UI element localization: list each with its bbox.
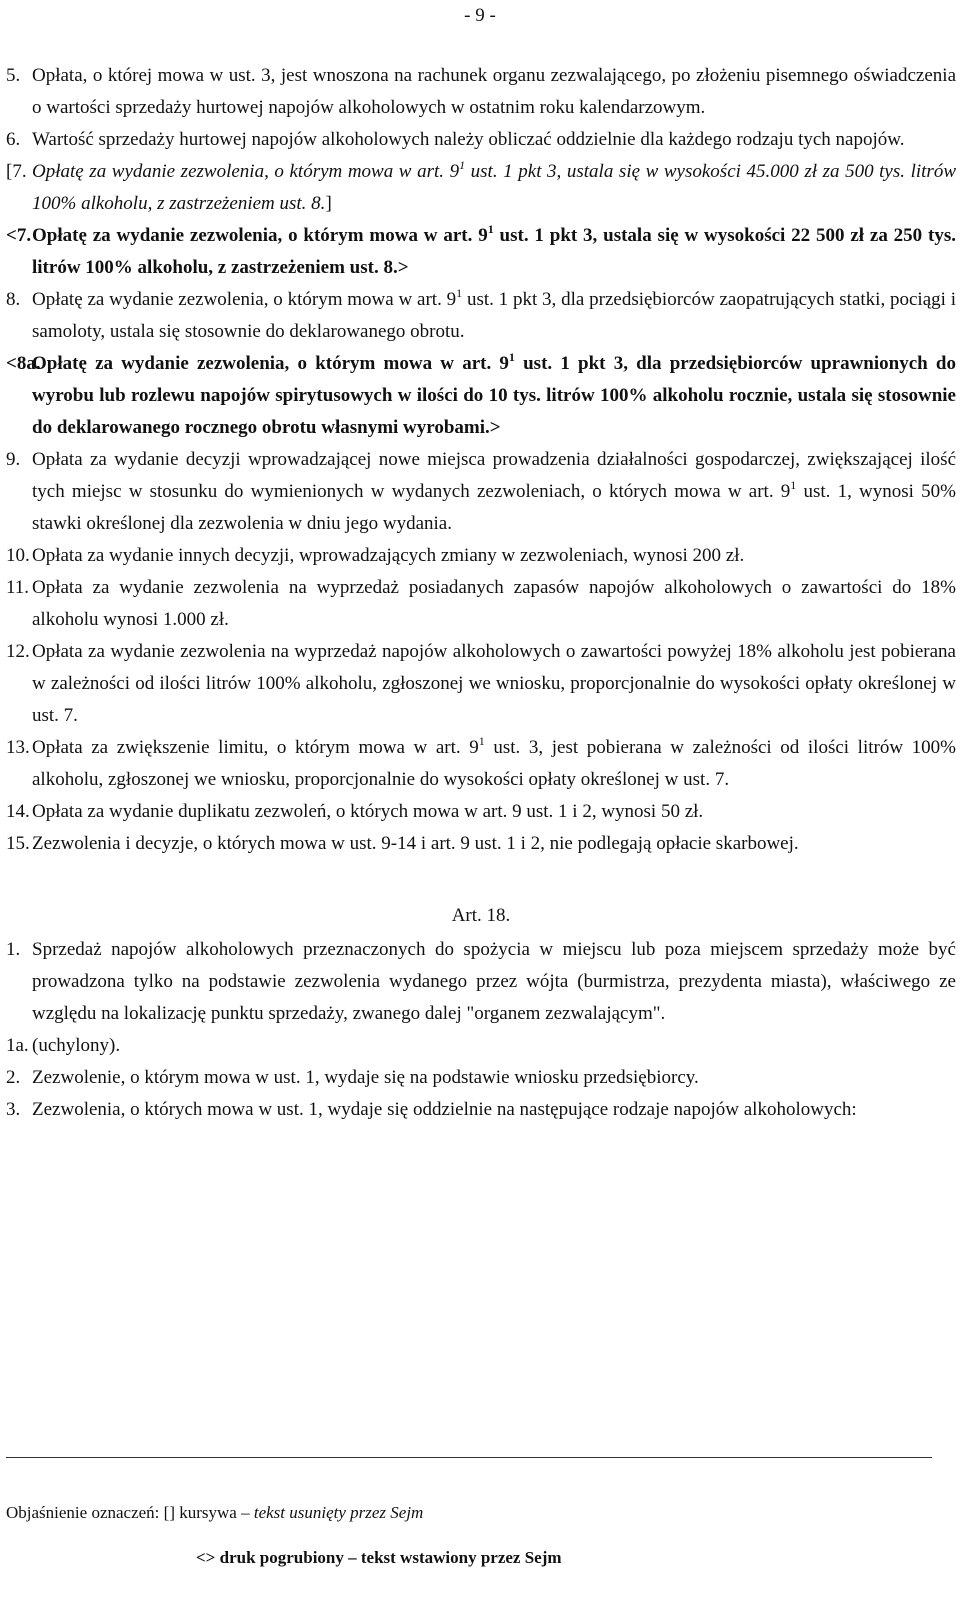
paragraph-text: Opłata za wydanie decyzji wprowadzającej nowe miejsca prowadzenia działalności gospodarczej, zwiększającej ilość tych miejsc w stosunku do wymienionych w wydanych zezwoleniach, o których mowa w art. 9 xyxy=(32,449,956,502)
paragraph-number: 3. xyxy=(6,1099,21,1120)
paragraph-number: <7. xyxy=(6,225,32,246)
paragraph-text: Opłata za wydanie zezwolenia na wyprzedaż napojów alkoholowych o zawartości powyżej 18% alkoholu jest pobierana w zależności od ilości litrów 100% alkoholu, zgłoszonej we wniosku, proporcjonalnie do wysokości opłaty określonej w ust. 7. xyxy=(32,641,956,726)
paragraph-text: ] xyxy=(325,193,332,214)
paragraph xyxy=(6,1030,956,1062)
paragraph xyxy=(6,348,956,444)
paragraph-text: ust. 1 pkt 3, ustala się w wysokości 45.000 zł za 500 tys. litrów 100% alkoholu, z zastrzeżeniem ust. 8. xyxy=(32,161,956,214)
paragraph-number: [7. xyxy=(6,161,27,182)
paragraph-number: 2. xyxy=(6,1067,21,1088)
paragraph-number: 11. xyxy=(6,577,30,598)
paragraph xyxy=(6,444,956,540)
footer-divider xyxy=(6,1457,932,1458)
paragraph-number: 6. xyxy=(6,129,21,150)
paragraph-text: Opłata za wydanie duplikatu zezwoleń, o których mowa w art. 9 ust. 1 i 2, wynosi 50 zł. xyxy=(32,801,704,822)
paragraph-text: Opłata za zwiększenie limitu, o którym mowa w art. 9 xyxy=(32,737,479,758)
legend-line-bold: <> druk pogrubiony – tekst wstawiony przez Sejm xyxy=(196,1548,562,1567)
paragraph-text: ust. 1 pkt 3, ustala się w wysokości 22 500 zł za 250 tys. litrów 100% alkoholu, z zastrzeżeniem ust. 8.> xyxy=(32,225,956,278)
paragraph-number: 1. xyxy=(6,939,21,960)
paragraph-list xyxy=(6,60,956,860)
paragraph xyxy=(6,636,956,732)
paragraph-text: Opłatę za wydanie zezwolenia, o którym mowa w art. 9 xyxy=(32,161,460,182)
paragraph xyxy=(6,934,956,1030)
legend-italic-dash: – xyxy=(241,1503,250,1522)
document-body xyxy=(6,60,956,1126)
paragraph-number: 1a. xyxy=(6,1035,29,1056)
paragraph xyxy=(6,732,956,796)
paragraph-text: (uchylony). xyxy=(32,1035,121,1056)
paragraph-number: 10. xyxy=(6,545,30,566)
superscript: 1 xyxy=(790,477,797,492)
paragraph-text: Sprzedaż napojów alkoholowych przeznaczonych do spożycia w miejscu lub poza miejscem sprzedaży może być prowadzona tylko na podstawie zezwolenia wydanego przez wójta (burmistrza, prezydenta miasta), właściwego ze względu na lokalizację punktu sprzedaży, zwanego dalej "organem zezwalającym". xyxy=(32,939,956,1024)
article-heading: Art. 18. xyxy=(451,905,511,926)
paragraph-number: 13. xyxy=(6,737,30,758)
paragraph-text: Opłata, o której mowa w ust. 3, jest wnoszona na rachunek organu zezwalającego, po złożeniu pisemnego oświadczenia o wartości sprzedaży hurtowej napojów alkoholowych w ostatnim roku kalendarzowym. xyxy=(32,65,956,118)
paragraph-text: Opłata za wydanie zezwolenia na wyprzedaż posiadanych zapasów napojów alkoholowych o zawartości do 18% alkoholu wynosi 1.000 zł. xyxy=(32,577,956,630)
paragraph-number: 15. xyxy=(6,833,30,854)
paragraph-text: Opłatę za wydanie zezwolenia, o którym mowa w art. 9 xyxy=(32,289,457,310)
superscript: 1 xyxy=(508,349,515,364)
paragraph-text: Zezwolenie, o którym mowa w ust. 1, wydaje się na podstawie wniosku przedsiębiorcy. xyxy=(32,1067,699,1088)
page-number: - 9 - xyxy=(464,5,496,26)
superscript: 1 xyxy=(478,733,485,748)
paragraph xyxy=(6,572,956,636)
legend-label: Objaśnienie oznaczeń: xyxy=(6,1503,160,1522)
paragraph-text: ust. 1 pkt 3, dla przedsiębiorców zaopatrujących statki, pociągi i samoloty, ustala się stosownie do deklarowanego obrotu. xyxy=(32,289,956,342)
paragraph-text: Wartość sprzedaży hurtowej napojów alkoholowych należy obliczać oddzielnie dla każdego rodzaju tych napojów. xyxy=(32,129,905,150)
paragraph-text: Opłatę za wydanie zezwolenia, o którym mowa w art. 9 xyxy=(32,353,509,374)
paragraph-text: ust. 1 pkt 3, dla przedsiębiorców uprawnionych do wyrobu lub rozlewu napojów spirytusowych w ilości do 10 tys. litrów 100% alkoholu rocznie, ustala się stosownie do deklarowanego rocznego obrotu własnymi wyrobami.> xyxy=(32,353,956,438)
paragraph xyxy=(6,156,956,220)
paragraph-number: 5. xyxy=(6,65,21,86)
paragraph-text: Zezwolenia i decyzje, o których mowa w ust. 9-14 i art. 9 ust. 1 i 2, nie podlegają opłacie skarbowej. xyxy=(32,833,799,854)
paragraph-text: Zezwolenia, o których mowa w ust. 1, wydaje się oddzielnie na następujące rodzaje napojów alkoholowych: xyxy=(32,1099,857,1120)
paragraph xyxy=(6,828,956,860)
legend-italic-marker: [] xyxy=(163,1503,175,1522)
paragraph xyxy=(6,796,956,828)
paragraph xyxy=(6,1062,956,1094)
paragraph xyxy=(6,60,956,124)
paragraph-number: <8a. xyxy=(6,353,41,374)
paragraph xyxy=(6,124,956,156)
paragraph xyxy=(6,220,956,284)
superscript: 1 xyxy=(456,285,463,300)
article-paragraph-list xyxy=(6,934,956,1126)
paragraph xyxy=(6,284,956,348)
paragraph xyxy=(6,540,956,572)
paragraph-text: Opłata za wydanie innych decyzji, wprowadzających zmiany w zezwoleniach, wynosi 200 zł. xyxy=(32,545,745,566)
paragraph-text: Opłatę za wydanie zezwolenia, o którym mowa w art. 9 xyxy=(32,225,488,246)
paragraph-number: 8. xyxy=(6,289,21,310)
legend-italic-word: kursywa xyxy=(179,1503,237,1522)
legend-line-italic xyxy=(6,1500,423,1526)
paragraph-text: ust. 1, wynosi 50% stawki określonej dla zezwolenia w dniu jego wydania. xyxy=(32,481,956,534)
paragraph-number: 14. xyxy=(6,801,30,822)
paragraph xyxy=(6,1094,956,1126)
paragraph-number: 12. xyxy=(6,641,30,662)
paragraph-text: ust. 3, jest pobierana w zależności od ilości litrów 100% alkoholu, zgłoszonej we wniosku, proporcjonalnie do wysokości opłaty określonej w ust. 7. xyxy=(32,737,956,790)
paragraph-number: 9. xyxy=(6,449,21,470)
legend-italic-desc: tekst usunięty przez Sejm xyxy=(253,1503,424,1522)
superscript: 1 xyxy=(487,221,494,236)
superscript: 1 xyxy=(459,157,466,172)
